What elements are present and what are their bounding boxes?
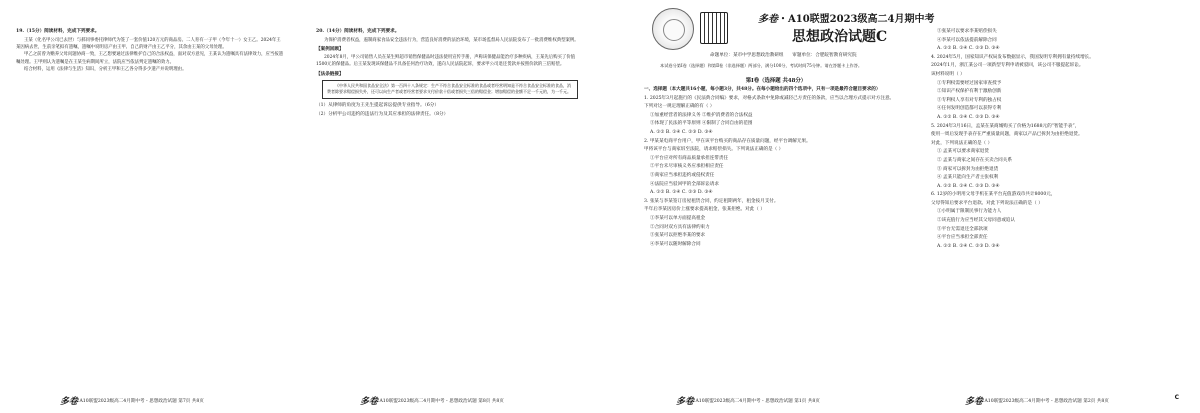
- question-20-ask-1: （1）从律师的角度为王先生提起诉讼提供专业指导。（6分）: [316, 103, 439, 108]
- question-line: ④李某可以随时解除合同: [650, 241, 701, 247]
- question-line: 下列对这一规定理解正确的有（ ）: [644, 104, 715, 110]
- question-line: ③ 商家可以拆封为由拒绝退货: [937, 166, 999, 172]
- question-20-material-1: 为保护消费者权益，遏制商家食品安全违法行为，营造良好消费的法治环境，某市场监督局人民法院发布了一批消费维权典型案例。: [324, 37, 579, 43]
- question-line: 3. 张某与李某签订房屋租赁合同，约定租期两年，租金按月支付。: [644, 198, 779, 204]
- version-mark: C: [1174, 394, 1179, 401]
- question-line: ②合同对双方具有法律约束力: [650, 224, 710, 230]
- question-line: ②知识产权保护有利于激励创新: [937, 89, 1002, 95]
- page-2: [300, 0, 598, 413]
- question-line: ④李某可以依法提前解除合同: [937, 37, 997, 43]
- law-box: [322, 80, 578, 99]
- question-line: 使用一周后发现手表存在严重质量问题，商家以产品已拆封为由拒绝退货。: [931, 132, 1083, 138]
- exam-note: 本试卷分第Ⅰ卷（选择题）和第Ⅱ卷（非选择题）两部分，满分100分，考试时间75分钟。请在答题卡上作答。: [660, 63, 863, 68]
- question-line: 父母得知后要求平台退款。对此下列说法正确的是（ ）: [931, 200, 1043, 206]
- question-line: 4. 2024年5月，国家知识产权局发布数据显示，我国发明专利拥有量持续增长。: [931, 54, 1094, 60]
- question-line: ③商家应当承担违约或侵权责任: [650, 172, 715, 178]
- exam-meta: 命题单位：某市中学思想政治教研组 审题单位：合肥皖智教育研究院: [710, 53, 857, 58]
- brand-logo: 多卷: [965, 397, 984, 407]
- building-icon: [700, 12, 728, 44]
- question-line: 2024年1月，浙江某公司一项新型专利申请被驳回，该公司不服提起诉讼。: [931, 63, 1084, 69]
- question-line: ③平台无需退还全部款项: [937, 226, 988, 232]
- question-line: ②该充值行为应当经其父母同意或追认: [937, 218, 1016, 224]
- question-line: 该材料说明（ ）: [931, 71, 965, 77]
- question-line: ④平台应当承担全部责任: [937, 235, 988, 241]
- question-line: ②平台未尽审核义务应承担相应责任: [650, 164, 724, 170]
- page-1: [0, 0, 298, 413]
- page-footer: 多卷 A10联盟2023级高二4月期中考・思想政治试题 第2页 共8页: [965, 397, 1109, 407]
- question-line: ③体现了民法的平等原则 ④限制了合同自由的范围: [650, 121, 753, 127]
- question-line: ③张某可以要求李某赔偿损失: [937, 29, 997, 34]
- question-20-ask-2: （2）分析甲公司违约的违法行为及其应承担的法律责任。（8分）: [316, 111, 449, 117]
- question-line: ①专利权需要经过国家审查授予: [937, 80, 1002, 86]
- brand-logo: 多卷: [758, 14, 778, 25]
- question-line: 5. 2024年3月16日，孟某在某商城购买了价格为1688元的“智能手表”，: [931, 123, 1080, 129]
- question-line: ④ 孟某只能向生产者主张权利: [937, 175, 999, 181]
- question-19-prompt: 结合材料，运用《法律与生活》知识，分析王甲和王乙各分得多少遗产并说明理由。: [24, 67, 187, 73]
- question-19-material-2: 甲乙之前曾为赡养父母问题协商一致，王乙想要通过法律维护自己的合法权益，面对双方意见，王某认为遗嘱具有法律效力，应当按遗嘱处理。王甲则认为遗嘱是在王某生病期间所立，法院应当依法判定遗嘱的效力。: [16, 52, 284, 65]
- question-line: ③专利权人享有对专利的独占权: [937, 97, 1002, 103]
- page-footer: 多卷 A10联盟2023级高二4月期中考・思想政治试题 第1页 共8页: [676, 397, 820, 407]
- question-line: ④法院应当驳回甲的全部诉讼请求: [650, 181, 719, 187]
- case-label: 【案例回顾】: [316, 47, 344, 52]
- question-line: A. ①② B. ①④ C. ②③ D. ③④: [650, 190, 713, 196]
- question-line: ① 孟某可以要求商家退货: [937, 149, 989, 155]
- exam-title: 多卷・A10联盟2023级高二4月期中考: [758, 14, 935, 25]
- school-seal-icon: [652, 8, 694, 50]
- question-line: 对此，下列说法正确的是（ ）: [931, 140, 993, 146]
- question-line: 6. 12岁的小明用父母手机在某平台充值游戏币共计8000元，: [931, 192, 1056, 198]
- brand-logo: 多卷: [360, 397, 379, 407]
- page-4: [915, 0, 1185, 413]
- page-3: [640, 0, 935, 413]
- exam-subtitle: 思想政治试题C: [792, 29, 888, 45]
- question-line: ①李某可以单方面提高租金: [650, 215, 706, 221]
- question-line: A. ①② B. ①④ C. ②③ D. ③④: [937, 114, 1000, 120]
- brand-logo: 多卷: [60, 397, 79, 407]
- question-19-heading: 19.（15分）阅读材料，完成下列要求。: [16, 29, 100, 34]
- question-line: ④任何发明创造都可以获得专利: [937, 106, 1002, 112]
- question-line: A. ①② B. ①④ C. ②③ D. ③④: [937, 243, 1000, 249]
- question-line: A. ①② B. ①④ C. ②③ D. ③④: [650, 129, 713, 135]
- question-line: ② 孟某与商家之间存在买卖合同关系: [937, 157, 1012, 163]
- question-20-material-2: 2024年8月，甲公司销售人员在某生鲜超市销售保健品时违法使用宣传手册，声称该保健品能治疗多种疾病，王某先后购买了价值1500元的保健品。后王某发现该保健品不具备任何治疗功效，遂向人民法院起诉，要求甲公司退还货款并按照价款的三倍赔偿。: [316, 55, 576, 68]
- question-line: 甲将该平台与商家诉至法院，请求赔偿损失。下列说法正确的是（ ）: [644, 147, 784, 153]
- section-instruction: 一、选择题（本大题共16小题，每小题3分，共48分。在每小题给出的四个选项中，只有一项是最符合题目要求的）: [644, 87, 881, 92]
- question-20-heading: 20.（14分）阅读材料，完成下列要求。: [316, 29, 400, 34]
- question-line: ①加重经营者的法律义务 ②维护消费者的合法权益: [650, 112, 753, 118]
- brand-logo: 多卷: [676, 397, 695, 407]
- question-line: A. ①② B. ①④ C. ②③ D. ③④: [937, 46, 1000, 52]
- page-3-body: [644, 74, 908, 249]
- page-footer: 多卷 A10联盟2023级高二4月期中考・思想政治试题 第7页 共8页: [60, 397, 204, 407]
- page-footer: 多卷 A10联盟2023级高二4月期中考・思想政治试题 第8页 共8页: [360, 397, 504, 407]
- question-line: 半年后李某因房价上涨要求提高租金，张某拒绝。对此（ ）: [644, 207, 765, 213]
- question-line: 2. 甲某某电商平台用户，甲在该平台购买的商品存在质量问题，经平台调解无果。: [644, 138, 811, 144]
- question-line: ①平台应对所有商品质量承担连带责任: [650, 155, 729, 161]
- question-line: 1. 2025年3月起施行的《民法典合同编》要求，对格式条款中免除或减轻己方责任的条款，应当以合理方式提示对方注意。: [644, 95, 895, 101]
- question-line: ③张某可以拒绝李某的要求: [650, 233, 706, 239]
- question-line: A. ①② B. ①④ C. ②③ D. ③④: [937, 183, 1000, 189]
- question-list: [644, 95, 908, 249]
- question-19-material-1: 王某（化名甲公司已去世）与郝同事委托律师代为签了一套价值120万元的商品房。二人育有一子甲（今年十一）女王乙。2024年王某因病去世，生前亲笔拟有遗嘱，遗嘱中说明房产由王甲、自己的财产由王乙平分，其余由王某的父母处理。: [16, 37, 281, 50]
- law-label: 【法条链接】: [316, 71, 344, 77]
- law-text: 《中华人民共和国食品安全法》第一百四十八条规定：生产不符合食品安全标准的食品或者经营明知是不符合食品安全标准的食品，消费者除要求赔偿损失外，还可以向生产者或者经营者要求支付价款十倍或者损失三倍的赔偿金；增加赔偿的金额不足一千元的，为一千元。: [327, 82, 571, 95]
- question-line: ①小明属于限制民事行为能力人: [937, 209, 1002, 215]
- section-title: 第Ⅰ卷（选择题 共48分）: [745, 78, 807, 84]
- question-list: [931, 28, 1171, 250]
